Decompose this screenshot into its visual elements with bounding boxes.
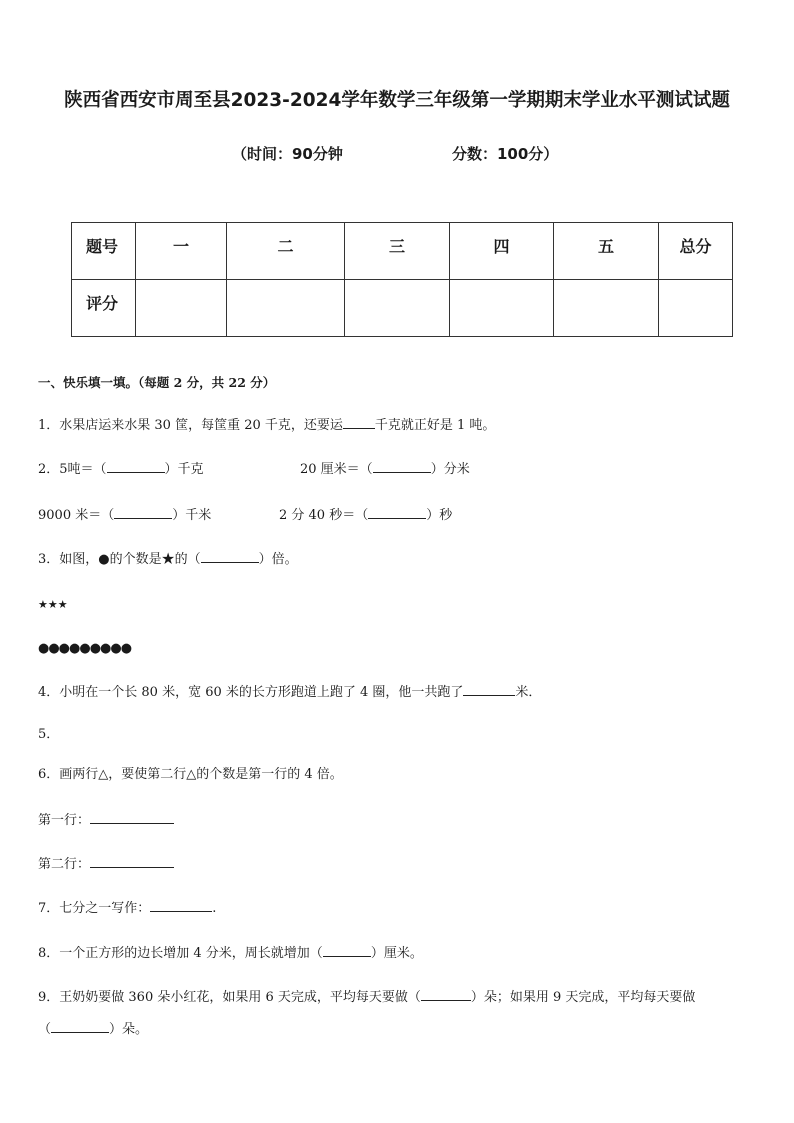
score-table-cell: 五 — [554, 223, 659, 280]
answer-blank[interactable] — [150, 899, 212, 912]
question-text: 9．王奶奶要做 360 朵小红花，如果用 6 天完成，平均每天要做（ — [38, 990, 421, 1005]
score-table-cell: 题号 — [72, 223, 136, 280]
score-input-cell[interactable] — [345, 280, 450, 337]
time-info: （时间：90分钟 — [232, 145, 343, 163]
question-text: ）厘米。 — [370, 946, 423, 961]
score-table-cell: 四 — [450, 223, 554, 280]
question-text: 7．七分之一写作： — [38, 901, 151, 916]
question-text: （ — [38, 1022, 52, 1037]
question-6-row-2 — [38, 855, 174, 874]
answer-blank[interactable] — [463, 683, 515, 696]
score-input-cell[interactable] — [227, 280, 345, 337]
score-table — [71, 222, 733, 337]
answer-blank[interactable] — [373, 460, 431, 473]
question-5: 5． — [38, 727, 60, 742]
question-text: 20 厘米＝（ — [300, 462, 373, 477]
question-text: ）分米 — [430, 462, 470, 477]
question-text: 2．5吨＝（ — [38, 462, 107, 477]
answer-blank[interactable] — [323, 944, 371, 957]
answer-blank[interactable] — [201, 550, 259, 563]
score-input-cell[interactable] — [554, 280, 659, 337]
score-input-cell[interactable] — [136, 280, 227, 337]
question-text: . — [212, 901, 217, 916]
question-6: 6．画两行△，要使第二行△的个数是第一行的 4 倍。 — [38, 767, 343, 782]
score-table-cell: 一 — [136, 223, 227, 280]
question-2-line-2 — [38, 506, 211, 525]
question-text: ）朵；如果用 9 天完成，平均每天要做 — [470, 990, 696, 1005]
section-heading: 一、快乐填一填。（每题 2 分，共 22 分） — [38, 375, 276, 390]
question-text: 第一行： — [38, 813, 91, 828]
question-text: 1．水果店运来水果 30 筐，每筐重 20 千克，还要运 — [38, 418, 343, 433]
score-table-header-row — [72, 223, 733, 280]
answer-blank[interactable] — [51, 1020, 109, 1033]
question-text: 9000 米＝（ — [38, 508, 115, 523]
question-text: 米． — [515, 685, 542, 700]
question-2-line-1 — [38, 460, 204, 479]
question-2-line-1b — [300, 460, 470, 479]
question-text: ）秒 — [426, 508, 453, 523]
score-table-cell: 二 — [227, 223, 345, 280]
answer-blank[interactable] — [421, 988, 471, 1001]
question-7 — [38, 899, 216, 918]
question-3 — [38, 550, 298, 569]
question-text: 千克就正好是 1 吨。 — [374, 418, 496, 433]
answer-blank[interactable] — [107, 460, 165, 473]
question-text: ）千克 — [164, 462, 204, 477]
star-row: ★★★ — [38, 598, 68, 611]
score-row-label: 评分 — [72, 280, 136, 337]
question-9-line-2 — [38, 1020, 148, 1039]
question-6-row-1 — [38, 811, 174, 830]
question-8 — [38, 944, 423, 963]
question-text: ）千米 — [172, 508, 212, 523]
answer-blank[interactable] — [90, 811, 174, 824]
question-1 — [38, 416, 495, 435]
question-text: 3．如图，●的个数是★的（ — [38, 552, 201, 567]
answer-blank[interactable] — [368, 506, 426, 519]
score-info: 分数：100分） — [452, 145, 559, 163]
answer-blank[interactable] — [90, 855, 174, 868]
question-9-line-1 — [38, 988, 695, 1007]
score-input-cell[interactable] — [450, 280, 554, 337]
answer-blank[interactable] — [343, 416, 375, 429]
question-2-line-2b — [279, 506, 452, 525]
score-input-cell[interactable] — [659, 280, 733, 337]
score-table-score-row — [72, 280, 733, 337]
page-title: 陕西省西安市周至县2023-2024学年数学三年级第一学期期末学业水平测试试题 — [64, 90, 730, 111]
question-text: 4．小明在一个长 80 米，宽 60 米的长方形跑道上跑了 4 圈，他一共跑了 — [38, 685, 464, 700]
dot-row: ●●●●●●●●● — [38, 641, 132, 656]
question-text: ）倍。 — [258, 552, 298, 567]
question-text: 2 分 40 秒＝（ — [279, 508, 369, 523]
score-table-cell: 总分 — [659, 223, 733, 280]
question-text: 第二行： — [38, 857, 91, 872]
question-text: 8．一个正方形的边长增加 4 分米，周长就增加（ — [38, 946, 323, 961]
score-table-cell: 三 — [345, 223, 450, 280]
question-text: ）朵。 — [109, 1022, 149, 1037]
question-4 — [38, 683, 541, 702]
answer-blank[interactable] — [114, 506, 172, 519]
